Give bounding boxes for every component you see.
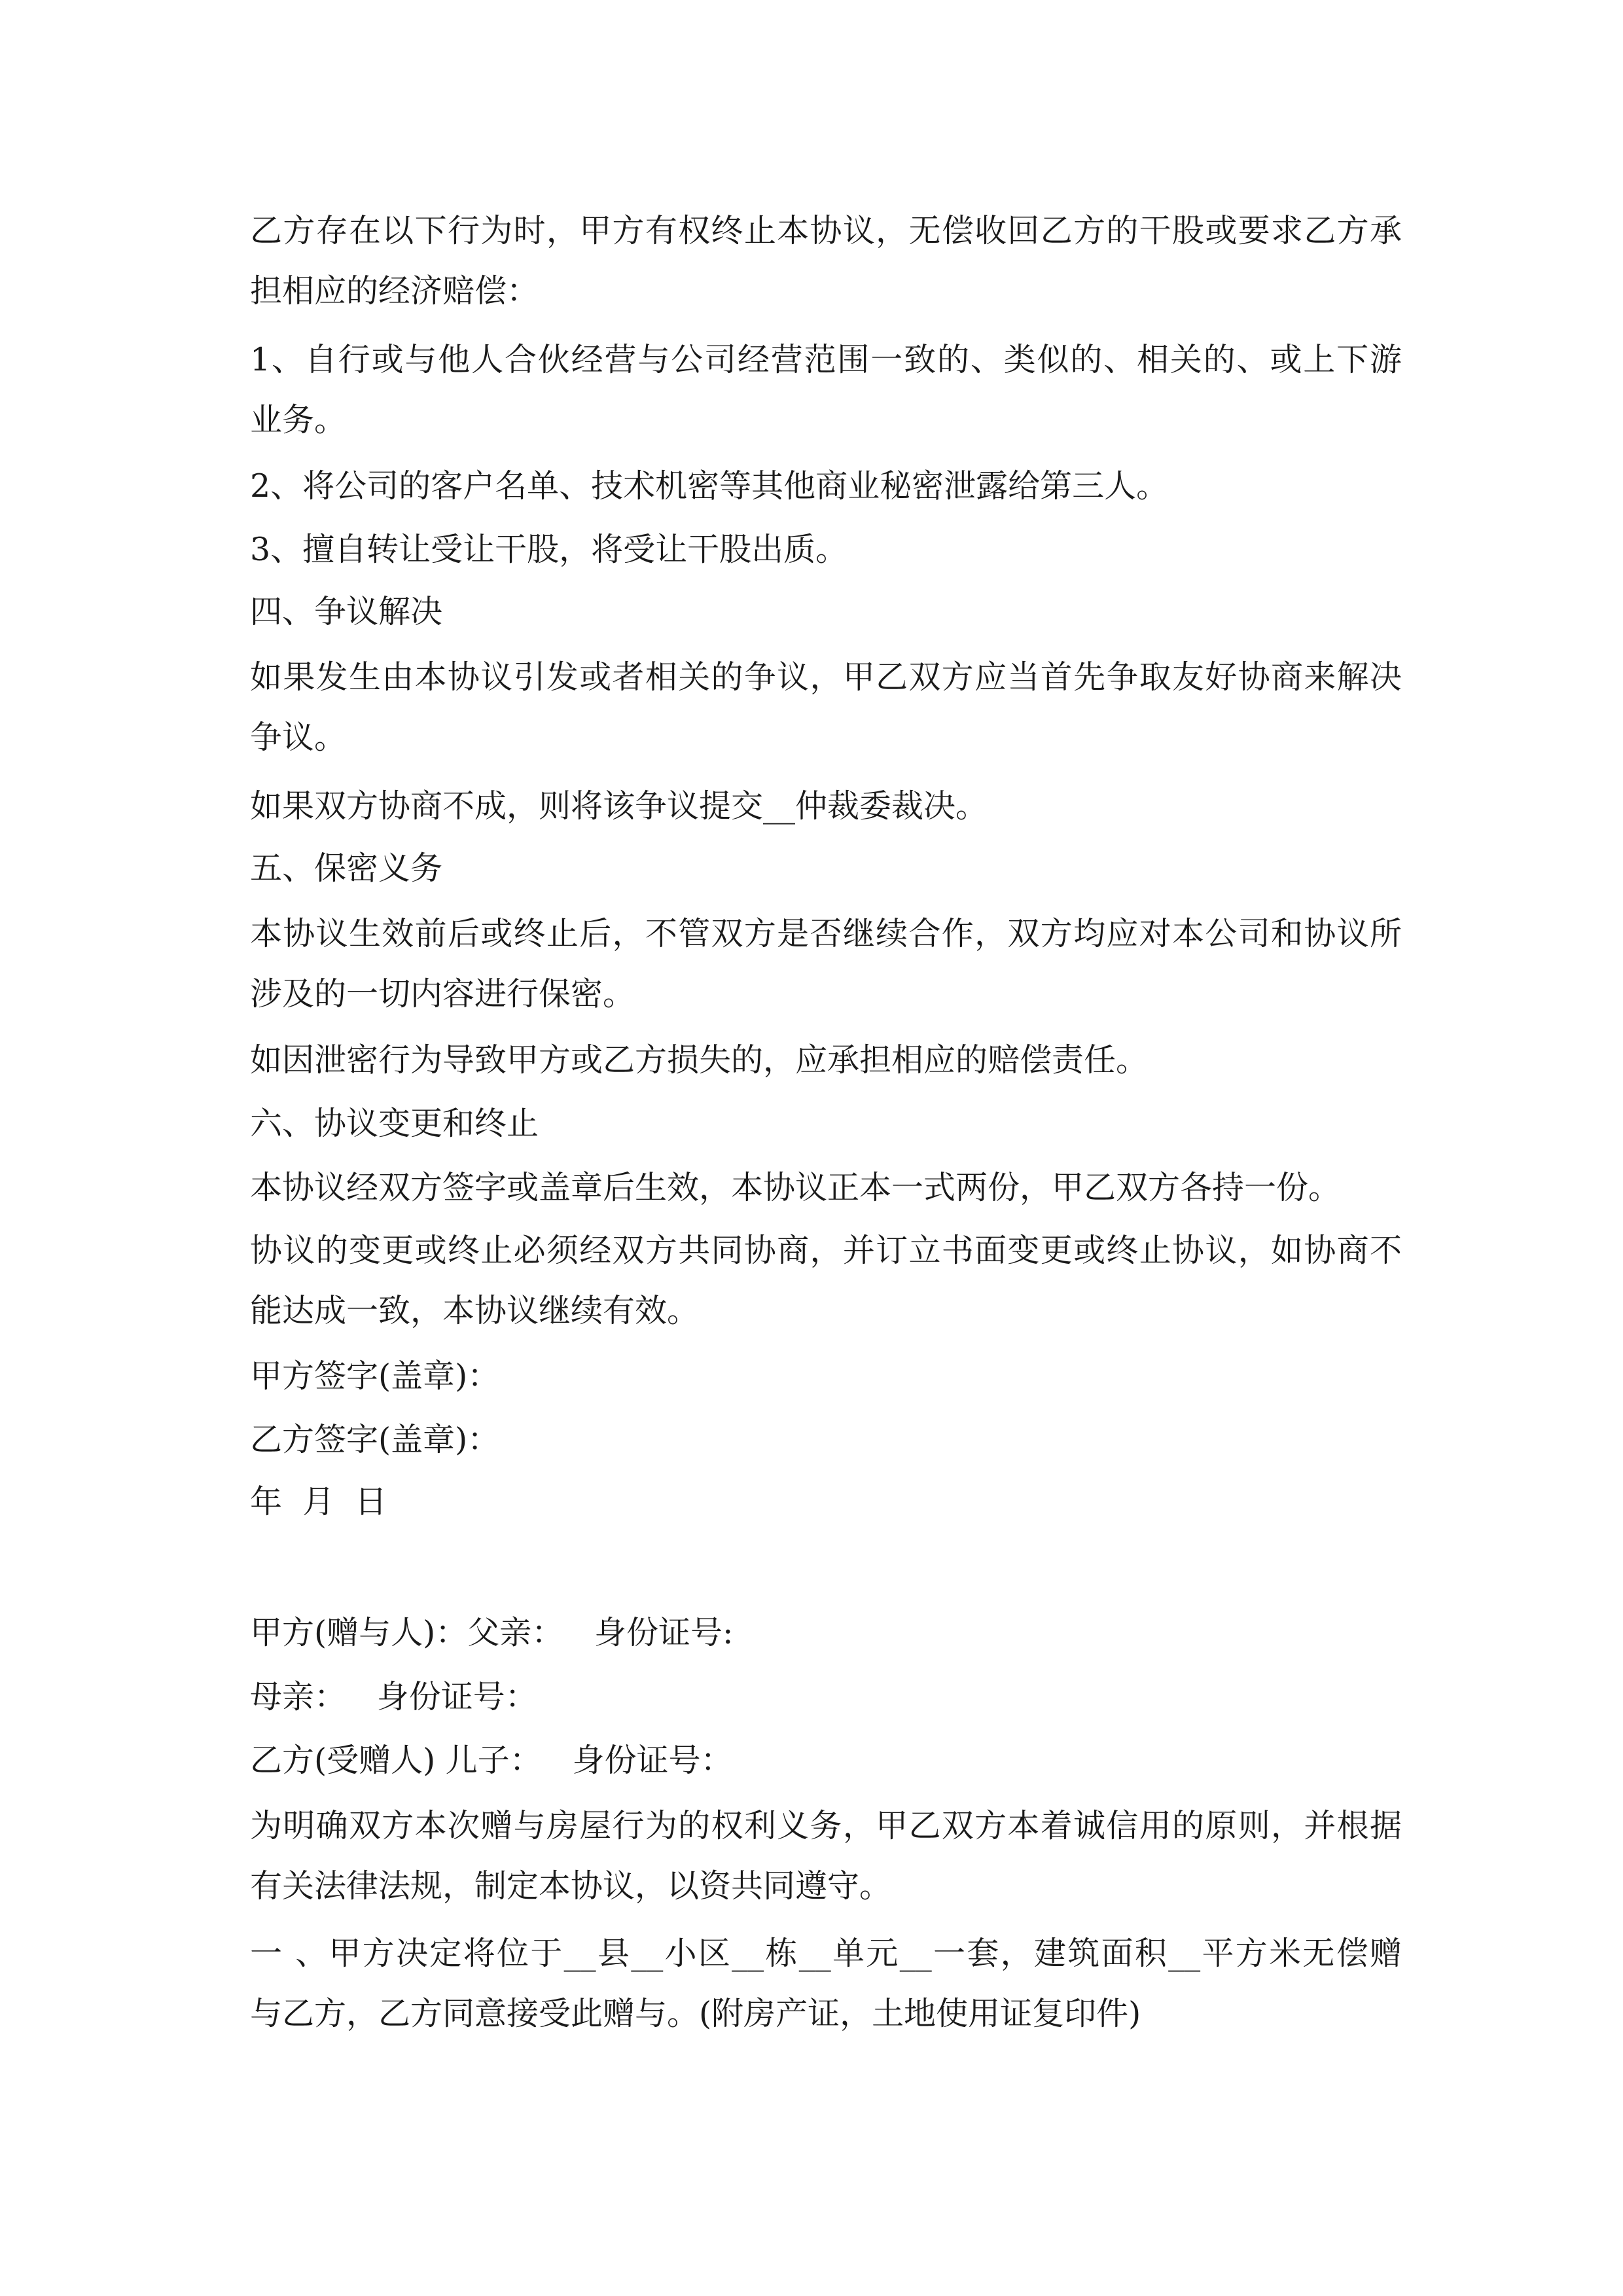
text-line: 与乙方，乙方同意接受此赠与。(附房产证，土地使用证复印件) (250, 1995, 1141, 2032)
text-line: 业务。 (250, 401, 347, 439)
text-line: 乙方存在以下行为时，甲方有权终止本协议，无偿收回乙方的干股或要求乙方承 (250, 212, 1402, 249)
text-line: 协议的变更或终止必须经双方共同协商，并订立书面变更或终止协议，如协商不 (250, 1232, 1402, 1269)
section-heading: 五、保密义务 (250, 850, 443, 887)
date-line: 年 月 日 (250, 1483, 387, 1520)
text-line: 本协议经双方签字或盖章后生效，本协议正本一式两份，甲乙双方各持一份。 (250, 1169, 1341, 1206)
text-line: 如果双方协商不成，则将该争议提交__仲裁委裁决。 (250, 787, 988, 825)
text-line: 涉及的一切内容进行保密。 (250, 975, 635, 1013)
text-line: 有关法律法规，制定本协议，以资共同遵守。 (250, 1867, 892, 1905)
signature-line: 甲方签字(盖章)： (250, 1357, 500, 1395)
party-line: 母亲： 身份证号： (250, 1678, 537, 1715)
text-line: 担相应的经济赔偿： (250, 272, 539, 310)
text-line: 1、自行或与他人合伙经营与公司经营范围一致的、类似的、相关的、或上下游 (250, 341, 1402, 378)
text-line: 3、擅自转让受让干股，将受让干股出质。 (250, 531, 848, 568)
text-line: 2、将公司的客户名单、技术机密等其他商业秘密泄露给第三人。 (250, 467, 1169, 505)
text-line: 一 、甲方决定将位于__县__小区__栋__单元__一套，建筑面积__平方米无偿赠 (250, 1935, 1402, 1972)
text-line: 为明确双方本次赠与房屋行为的权利义务，甲乙双方本着诚信用的原则，并根据 (250, 1807, 1402, 1844)
text-line: 争议。 (250, 719, 347, 756)
signature-line: 乙方签字(盖章)： (250, 1421, 500, 1458)
text-line: 能达成一致，本协议继续有效。 (250, 1292, 700, 1329)
party-line: 乙方(受赠人) 儿子： 身份证号： (250, 1742, 733, 1779)
section-heading: 六、协议变更和终止 (250, 1105, 539, 1142)
section-heading: 四、争议解决 (250, 593, 443, 630)
text-line: 如果发生由本协议引发或者相关的争议，甲乙双方应当首先争取友好协商来解决 (250, 658, 1402, 696)
text-line: 如因泄密行为导致甲方或乙方损失的，应承担相应的赔偿责任。 (250, 1041, 1149, 1079)
text-line: 本协议生效前后或终止后，不管双方是否继续合作，双方均应对本公司和协议所 (250, 915, 1402, 952)
party-line: 甲方(赠与人)：父亲： 身份证号: (250, 1614, 734, 1651)
